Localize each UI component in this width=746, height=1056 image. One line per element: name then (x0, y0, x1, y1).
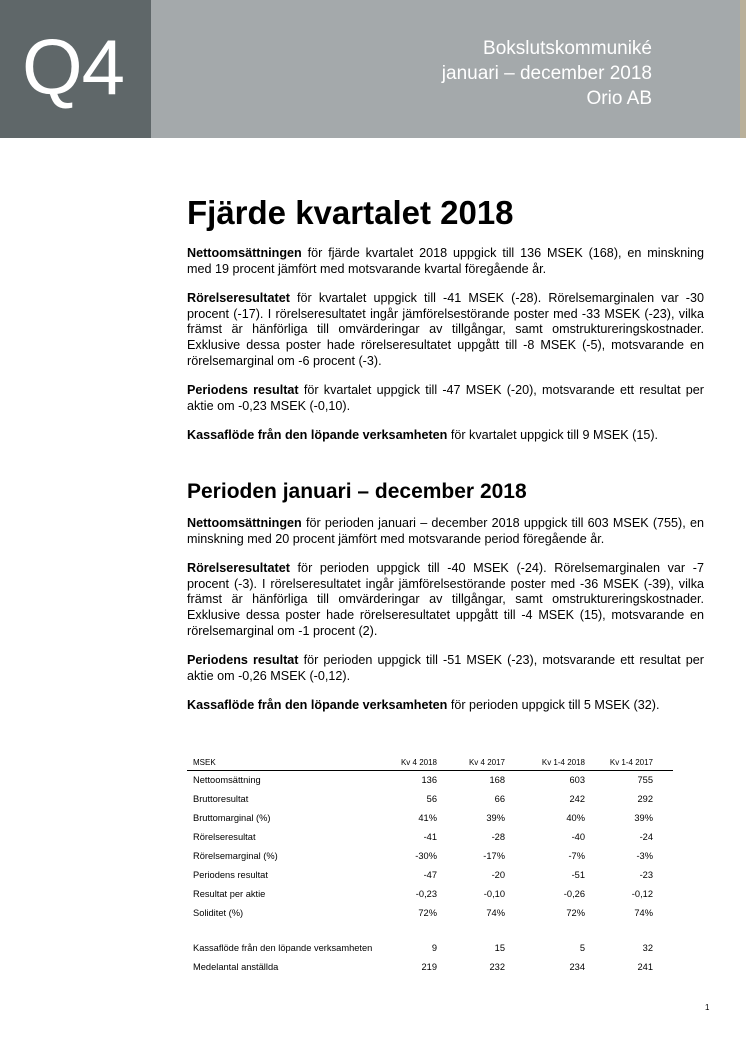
row-value: 74% (486, 908, 505, 918)
header-dark-panel (0, 0, 151, 138)
q4-title: Fjärde kvartalet 2018 (187, 194, 514, 231)
table-row (187, 790, 673, 809)
row-value: 219 (421, 962, 437, 972)
row-value: -0,23 (415, 889, 437, 899)
company-name: Orio AB (586, 88, 652, 109)
row-value: 136 (421, 775, 437, 785)
year-net-sales-paragraph: Nettoomsättningen för perioden januari – december 2018 uppgick till 603 MSEK (755), en minskning med 20 procent jämfört med motsvarande period föregående år. (187, 515, 704, 546)
header-light-panel (151, 0, 740, 138)
row-value: 41% (418, 813, 437, 823)
row-value: 32 (642, 943, 653, 953)
row-value: -0,10 (483, 889, 505, 899)
year-period-result-paragraph: Periodens resultat för perioden uppgick till -51 MSEK (-23), motsvarande ett resultat per aktie om -0,26 MSEK (-0,12). (187, 653, 704, 683)
table-header-cell: MSEK (193, 758, 216, 767)
q4-period-result-paragraph: Periodens resultat för kvartalet uppgick till -47 MSEK (-20), motsvarande ett resultat per aktie om -0,23 MSEK (-0,10). (187, 383, 704, 413)
table-header-cell: Kv 1-4 2018 (541, 758, 585, 767)
row-value: 72% (418, 908, 437, 918)
row-value: -40 (571, 832, 585, 842)
table-body-secondary (187, 939, 673, 977)
row-value: 242 (569, 794, 585, 804)
row-value: -24 (639, 832, 653, 842)
table-row (187, 771, 673, 790)
row-value: 72% (566, 908, 585, 918)
row-value: 168 (489, 775, 505, 785)
row-value: -28 (491, 832, 505, 842)
row-label: Medelantal anställda (193, 962, 279, 972)
row-label: Nettoomsättning (193, 775, 261, 785)
header-edge-strip (740, 0, 746, 138)
row-value: 232 (489, 962, 505, 972)
q4-cashflow-paragraph: Kassaflöde från den löpande verksamheten för kvartalet uppgick till 9 MSEK (15). (187, 428, 659, 443)
row-label: Rörelseresultat (193, 832, 256, 842)
row-value: -47 (423, 870, 437, 880)
q4-operating-result-paragraph: Rörelseresultatet för kvartalet uppgick till -41 MSEK (-28). Rörelsemarginalen var -30 procent (-17). I rörelseresultatet ingår jämförelsestörande poster med -33 MSEK (-23), vilka främst är hänförliga till omvärderingar av tillgångar, samt omstruktureringskostnader. Exklusive dessa poster hade rörelseresultatet uppgått till -8 MSEK (-5), motsvarande en rörelsemarginal om -6 procent (-3). (187, 291, 704, 368)
row-value: 15 (494, 943, 505, 953)
table-row (187, 866, 673, 885)
row-value: -41 (423, 832, 437, 842)
table-header-cell: Kv 4 2018 (400, 758, 437, 767)
row-value: 234 (569, 962, 585, 972)
row-value: 56 (426, 794, 437, 804)
row-value: 66 (494, 794, 505, 804)
key-figures-table (187, 756, 673, 977)
table-row (187, 847, 673, 866)
row-label: Rörelsemarginal (%) (193, 851, 278, 861)
row-value: -3% (636, 851, 653, 861)
row-value: -0,12 (631, 889, 653, 899)
row-value: -20 (491, 870, 505, 880)
table-row (187, 828, 673, 847)
row-label: Bruttomarginal (%) (193, 813, 271, 823)
row-value: 5 (579, 943, 585, 953)
table-row (187, 939, 673, 958)
report-type: Bokslutskommuniké (483, 38, 652, 59)
table-header-row (187, 756, 673, 771)
row-value: -17% (483, 851, 505, 861)
table-spacer (187, 923, 673, 939)
year-operating-result-paragraph: Rörelseresultatet för perioden uppgick till -40 MSEK (-24). Rörelsemarginalen var -7 procent (-3). I rörelseresultatet ingår jämförelsestörande poster med -36 MSEK (-39), vilka främst är hänförliga till omvärderingar av tillgångar, samt omstruktureringskostnader. Exklusive dessa poster hade rörelseresultatet uppgått till -4 MSEK (15), motsvarande en rörelsemarginal om -1 procent (2). (187, 561, 704, 638)
year-title: Perioden januari – december 2018 (187, 479, 527, 503)
table-row (187, 809, 673, 828)
q4-net-sales-paragraph: Nettoomsättningen för fjärde kvartalet 2018 uppgick till 136 MSEK (168), en minskning med 19 procent jämfört med motsvarande kvartal föregående år. (187, 246, 704, 276)
row-value: -51 (571, 870, 585, 880)
table-body (187, 771, 673, 923)
report-period: januari – december 2018 (441, 63, 652, 84)
row-value: -30% (415, 851, 437, 861)
page-number: 1 (705, 1003, 710, 1012)
header-title-block (442, 36, 652, 111)
table-row (187, 958, 673, 977)
row-value: 74% (634, 908, 653, 918)
row-value: 39% (486, 813, 505, 823)
row-value: 9 (431, 943, 437, 953)
row-label: Soliditet (%) (193, 908, 244, 918)
table-header-cell: Kv 1-4 2017 (609, 758, 653, 767)
quarter-label: Q4 (22, 23, 125, 111)
year-cashflow-paragraph: Kassaflöde från den löpande verksamheten för perioden uppgick till 5 MSEK (32). (187, 698, 660, 713)
row-value: 292 (637, 794, 653, 804)
row-label: Periodens resultat (193, 870, 268, 880)
row-value: 40% (566, 813, 585, 823)
row-value: 39% (634, 813, 653, 823)
row-value: 241 (637, 962, 653, 972)
table-header-cell: Kv 4 2017 (468, 758, 505, 767)
row-label: Bruttoresultat (193, 794, 249, 804)
row-value: 755 (637, 775, 653, 785)
row-value: 603 (569, 775, 585, 785)
row-value: -0,26 (563, 889, 585, 899)
table-row (187, 904, 673, 923)
main-content (187, 192, 704, 714)
row-value: -7% (568, 851, 585, 861)
row-label: Kassaflöde från den löpande verksamheten (193, 943, 373, 953)
table-row (187, 885, 673, 904)
row-value: -23 (639, 870, 653, 880)
row-label: Resultat per aktie (193, 889, 266, 899)
